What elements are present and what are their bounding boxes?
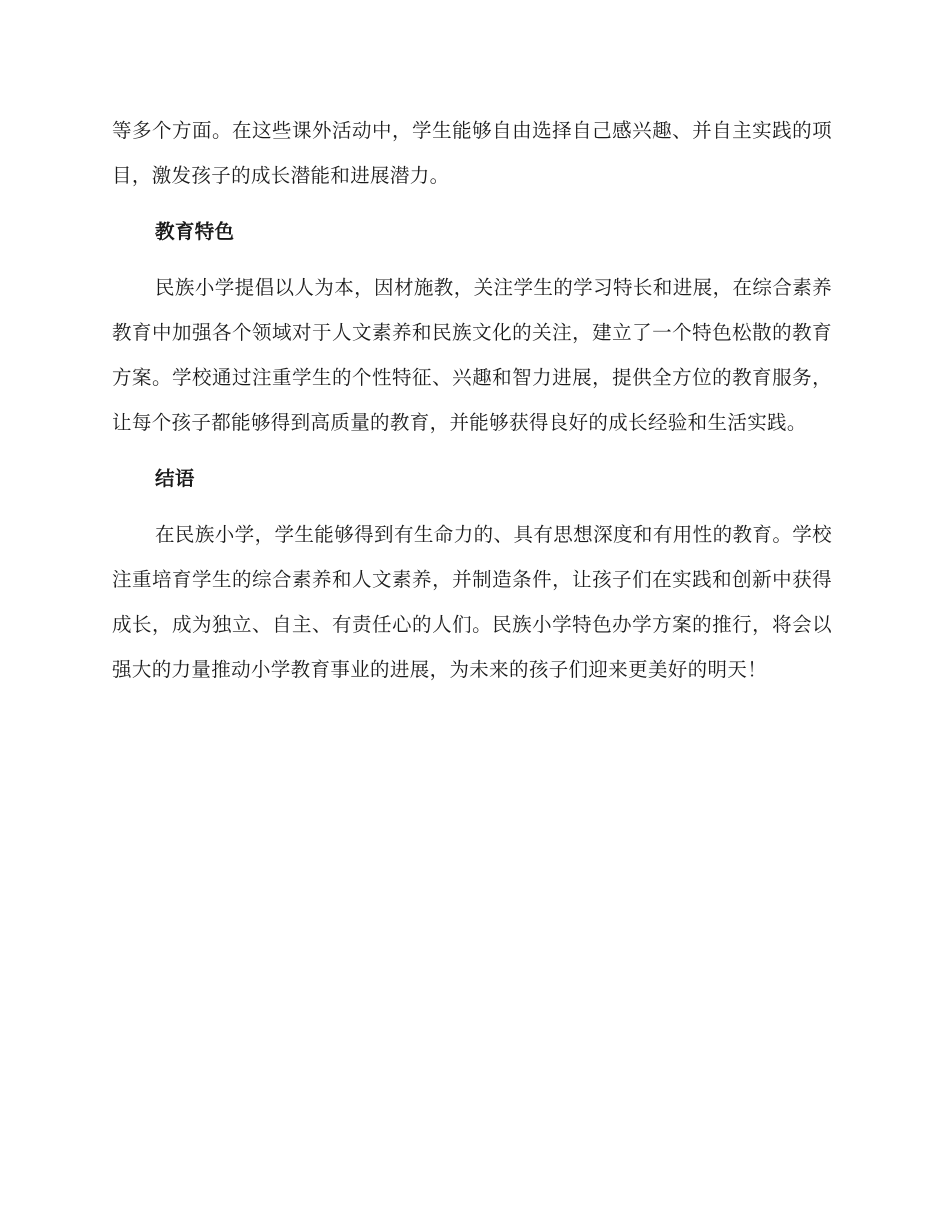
spacer [112, 198, 832, 209]
section-heading-features: 教育特色 [155, 220, 235, 243]
document-body [112, 108, 832, 692]
features-paragraph: 民族小学提倡以人为本，因材施教，关注学生的学习特长和进展，在综合素养教育中加强各个领域对于人文素养和民族文化的关注，建立了一个特色松散的教育方案。学校通过注重学生的个性特征、兴趣和智力进展，提供全方位的教育服务，让每个孩子都能够得到高质量的教育，并能够获得良好的成长经验和生活实践。 [112, 276, 832, 434]
section-heading-conclusion: 结语 [155, 467, 195, 490]
conclusion-paragraph: 在民族小学，学生能够得到有生命力的、具有思想深度和有用性的教育。学校注重培育学生的综合素养和人文素养，并制造条件，让孩子们在实践和创新中获得成长，成为独立、自主、有责任心的人们。民族小学特色办学方案的推行，将会以强大的力量推动小学教育事业的进展，为未来的孩子们迎来更美好的明天！ [112, 523, 832, 681]
intro-paragraph: 等多个方面。在这些课外活动中，学生能够自由选择自己感兴趣、并自主实践的项目，激发孩子的成长潜能和进展潜力。 [112, 119, 832, 187]
spacer [112, 254, 832, 265]
spacer [112, 445, 832, 456]
spacer [112, 501, 832, 512]
